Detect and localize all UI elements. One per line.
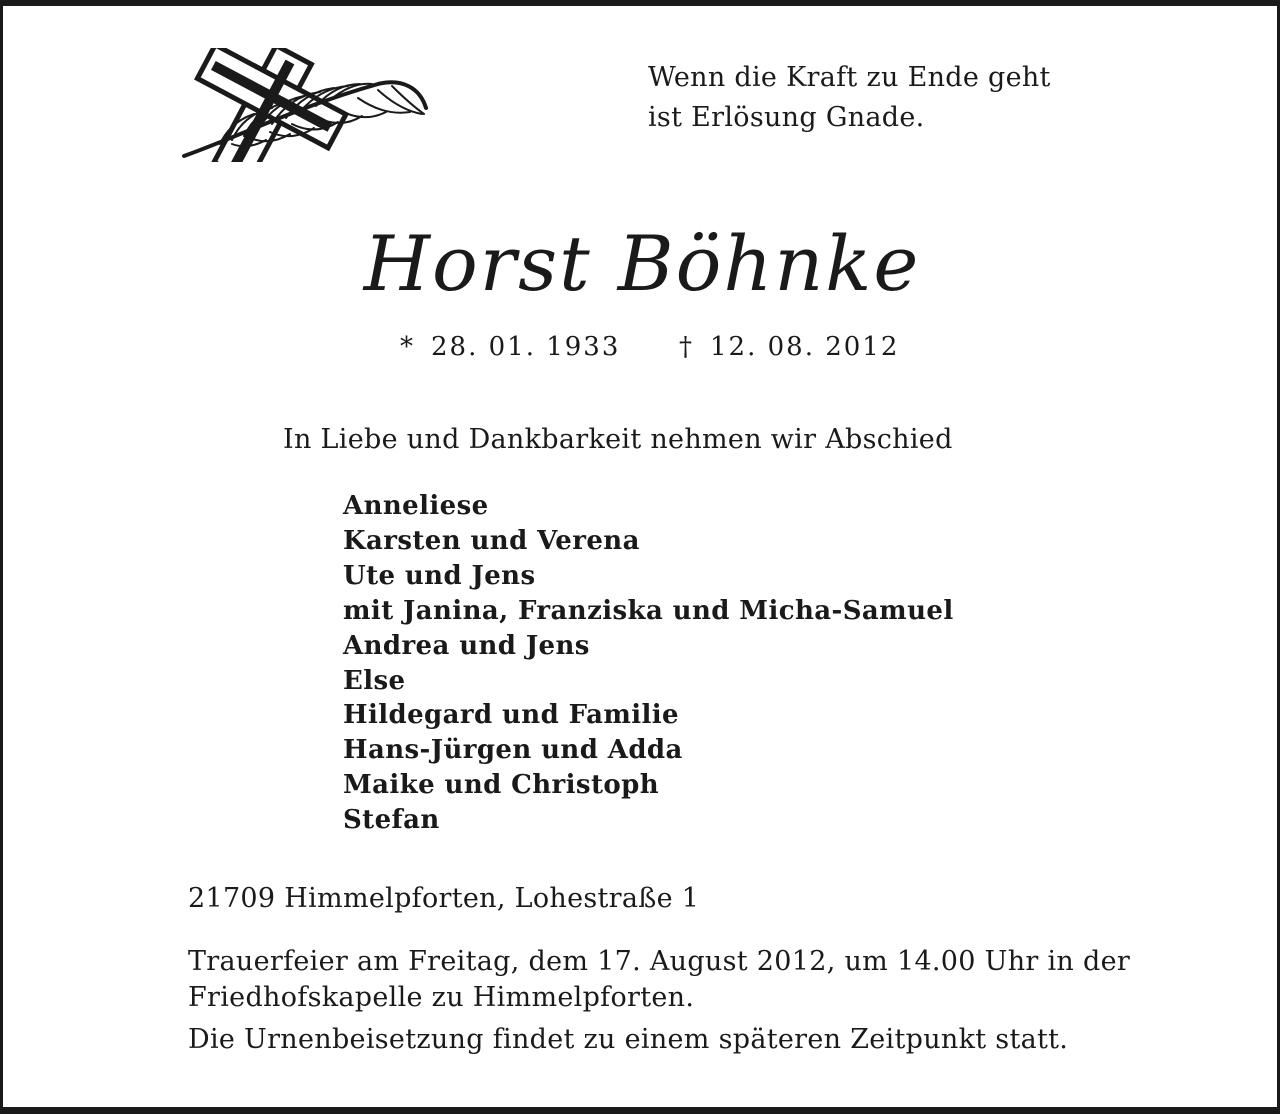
mourner-entry: mit Janina, Franziska und Micha-Samuel	[343, 595, 954, 626]
mourner-entry: Ute und Jens	[343, 560, 536, 591]
farewell-intro: In Liebe und Dankbarkeit nehmen wir Abschied	[283, 424, 953, 455]
birth-date-group	[400, 328, 620, 366]
motto-line: Wenn die Kraft zu Ende geht	[648, 62, 1051, 93]
mourner-entry: Hans-Jürgen und Adda	[343, 735, 683, 766]
death-symbol: †	[679, 332, 694, 362]
mourner-entry: Else	[343, 665, 406, 696]
mourners-list	[343, 489, 954, 838]
family-address: 21709 Himmelpforten, Lohestraße 1	[188, 883, 700, 914]
mourner-entry: Andrea und Jens	[343, 630, 590, 661]
death-date-group	[679, 328, 899, 366]
burial-note: Die Urnenbeisetzung findet zu einem späteren Zeitpunkt statt.	[188, 1024, 1069, 1055]
birth-date: 28. 01. 1933	[431, 332, 621, 362]
death-date: 12. 08. 2012	[710, 332, 900, 362]
motto-verse	[648, 58, 1051, 138]
mourner-entry: Maike und Christoph	[343, 770, 659, 801]
mourner-entry: Hildegard und Familie	[343, 700, 680, 731]
mourner-entry: Anneliese	[343, 491, 489, 521]
cross-with-palm-branch-icon	[180, 48, 432, 162]
deceased-name: Horst Böhnke	[363, 219, 921, 308]
service-line: Trauerfeier am Freitag, dem 17. August 2012, um 14.00 Uhr in der	[188, 946, 1131, 977]
motto-line: ist Erlösung Gnade.	[648, 102, 925, 133]
mourner-entry: Karsten und Verena	[343, 525, 640, 556]
birth-symbol: *	[400, 332, 415, 362]
service-line: Friedhofskapelle zu Himmelpforten.	[188, 982, 695, 1013]
funeral-service-info	[188, 944, 1188, 1058]
mourner-entry: Stefan	[343, 805, 440, 836]
